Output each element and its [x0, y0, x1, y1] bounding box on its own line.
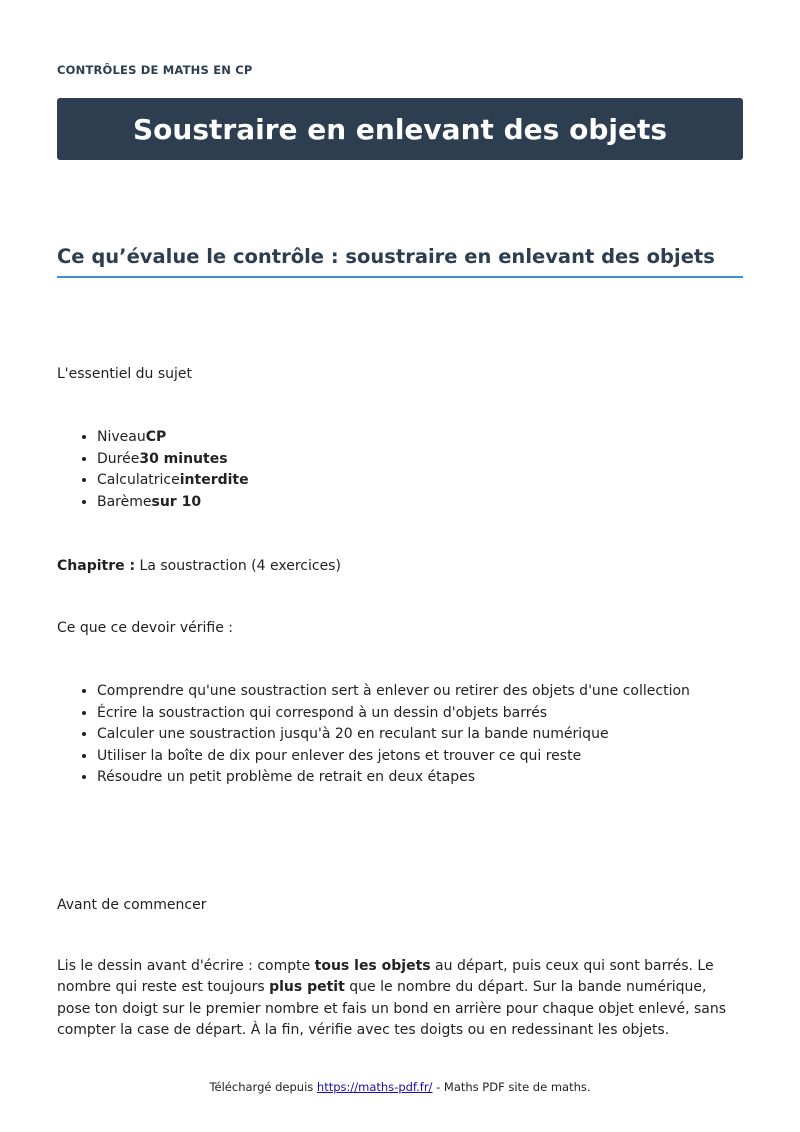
list-item: [97, 470, 249, 492]
footer-suffix: - Maths PDF site de maths.: [432, 1080, 591, 1094]
chapitre-value: La soustraction (4 exercices): [139, 558, 341, 574]
item-key: Calculatrice: [97, 472, 180, 488]
list-item: [97, 449, 249, 471]
list-item: • Comprendre qu'une soustraction sert à enlever ou retirer des objets d'une collection: [97, 681, 690, 703]
page-title: Soustraire en enlevant des objets: [133, 112, 667, 146]
para-bold: plus petit: [269, 979, 345, 996]
item-key: Niveau: [97, 429, 146, 445]
avant-label: Avant de commencer: [57, 897, 207, 913]
list-item: [97, 492, 249, 514]
avant-paragraph: [57, 956, 743, 1041]
para-text: Lis le dessin avant d'écrire : compte: [57, 958, 315, 974]
footer-link[interactable]: https://maths-pdf.fr/: [316, 1080, 433, 1094]
section-title: Ce qu’évalue le contrôle : soustraire en enlevant des objets: [57, 245, 743, 278]
title-banner: [57, 98, 743, 160]
list-item: • Résoudre un petit problème de retrait en deux étapes: [97, 767, 690, 789]
verifie-label: Ce que ce devoir vérifie :: [57, 620, 234, 636]
para-text: que le nombre du départ. Sur la bande numérique, pose ton doigt sur le premier nombre et fais un bond en arrière pour chaque objet enlevé, sans compter la case de départ. À la fin, vérifie avec tes doigts ou en redessinant les objets.: [57, 979, 727, 1038]
chapitre-label: Chapitre :: [57, 558, 136, 574]
item-value: CP: [145, 429, 167, 445]
item-value: sur 10: [151, 493, 202, 510]
essentiel-label: L'essentiel du sujet: [57, 366, 193, 382]
item-value: 30 minutes: [139, 450, 228, 467]
list-item: • Calculer une soustraction jusqu'à 20 en reculant sur la bande numérique: [97, 724, 690, 746]
page-footer: [0, 1080, 800, 1094]
item-key: Durée: [97, 450, 140, 467]
item-value: interdite: [179, 472, 249, 488]
list-item: [97, 427, 249, 449]
verifie-list: [57, 681, 690, 789]
para-text: au départ, puis ceux qui sont barrés. Le nombre qui reste est toujours: [57, 958, 714, 996]
footer-prefix: Téléchargé depuis: [209, 1080, 317, 1094]
list-item: • Écrire la soustraction qui correspond à un dessin d'objets barrés: [97, 703, 690, 725]
list-item: • Utiliser la boîte de dix pour enlever des jetons et trouver ce qui reste: [97, 746, 690, 768]
chapitre-line: [57, 556, 341, 577]
item-key: Barème: [97, 493, 152, 510]
essentiel-list: [57, 427, 249, 513]
para-bold: tous les objets: [314, 958, 431, 974]
page-kicker: CONTRÔLES DE MATHS EN CP: [57, 63, 253, 77]
